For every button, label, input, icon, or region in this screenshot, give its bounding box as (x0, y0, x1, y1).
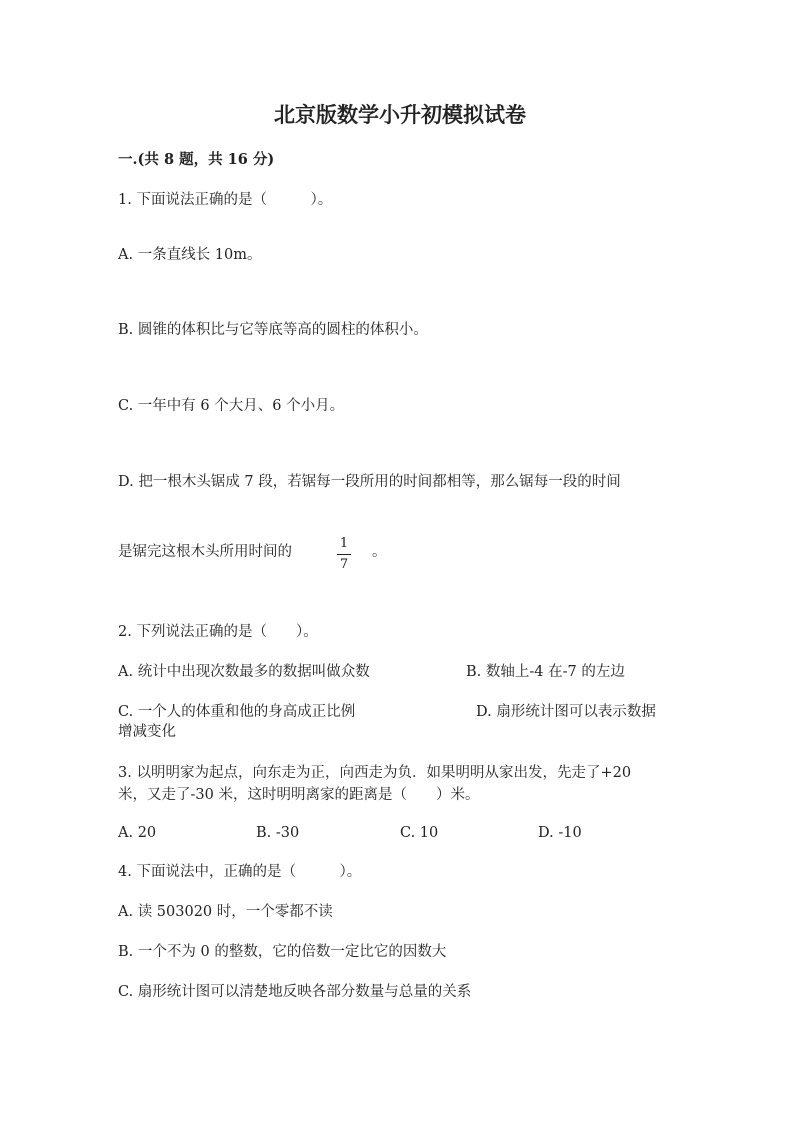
question-4-stem: 4. 下面说法中，正确的是（ ）。 (118, 864, 362, 880)
question-2-option-a: A. 统计中出现次数最多的数据叫做众数 (118, 664, 370, 680)
question-2-option-b: B. 数轴上-4 在-7 的左边 (466, 664, 625, 680)
question-3-option-b: B. -30 (256, 825, 300, 841)
question-2-stem: 2. 下列说法正确的是（ ）。 (118, 624, 318, 640)
fraction-denominator: 7 (339, 557, 349, 572)
question-2-option-d-line1: D. 扇形统计图可以表示数据 (476, 704, 656, 720)
question-1-option-b: B. 圆锥的体积比与它等底等高的圆柱的体积小。 (118, 322, 428, 338)
page-title: 北京版数学小升初模拟试卷 (274, 102, 526, 127)
question-1-option-d-suffix: 。 (372, 544, 387, 560)
question-3-option-c: C. 10 (400, 825, 439, 841)
section-heading: 一.(共 8 题，共 16 分) (118, 151, 275, 168)
question-3-stem-line2: 米，又走了-30 米，这时明明离家的距离是（ ）米。 (118, 787, 480, 803)
question-1-option-a: A. 一条直线长 10m。 (118, 247, 262, 263)
question-1-option-d-line2: 是锯完这根木头所用时间的 (118, 544, 292, 560)
question-2-option-c: C. 一个人的体重和他的身高成正比例 (118, 704, 356, 720)
question-1-option-c: C. 一年中有 6 个大月、6 个小月。 (118, 398, 345, 414)
question-4-option-a: A. 读 503020 时，一个零都不读 (118, 904, 333, 920)
fraction-numerator: 1 (339, 536, 349, 551)
question-3-option-a: A. 20 (118, 825, 157, 841)
fraction-bar (337, 554, 351, 555)
question-2-option-d-line2: 增减变化 (118, 724, 176, 740)
question-1-stem: 1. 下面说法正确的是（ ）。 (118, 192, 333, 208)
question-4-option-c: C. 扇形统计图可以清楚地反映各部分数量与总量的关系 (118, 984, 472, 1000)
question-3-option-d: D. -10 (538, 825, 582, 841)
question-1-option-d-line1: D. 把一根木头锯成 7 段，若锯每一段所用的时间都相等，那么锯每一段的时间 (118, 474, 621, 490)
question-4-option-b: B. 一个不为 0 的整数，它的倍数一定比它的因数大 (118, 944, 447, 960)
question-3-stem-line1: 3. 以明明家为起点，向东走为正，向西走为负．如果明明从家出发，先走了+20 (118, 765, 632, 781)
fraction-one-seventh (336, 536, 352, 573)
